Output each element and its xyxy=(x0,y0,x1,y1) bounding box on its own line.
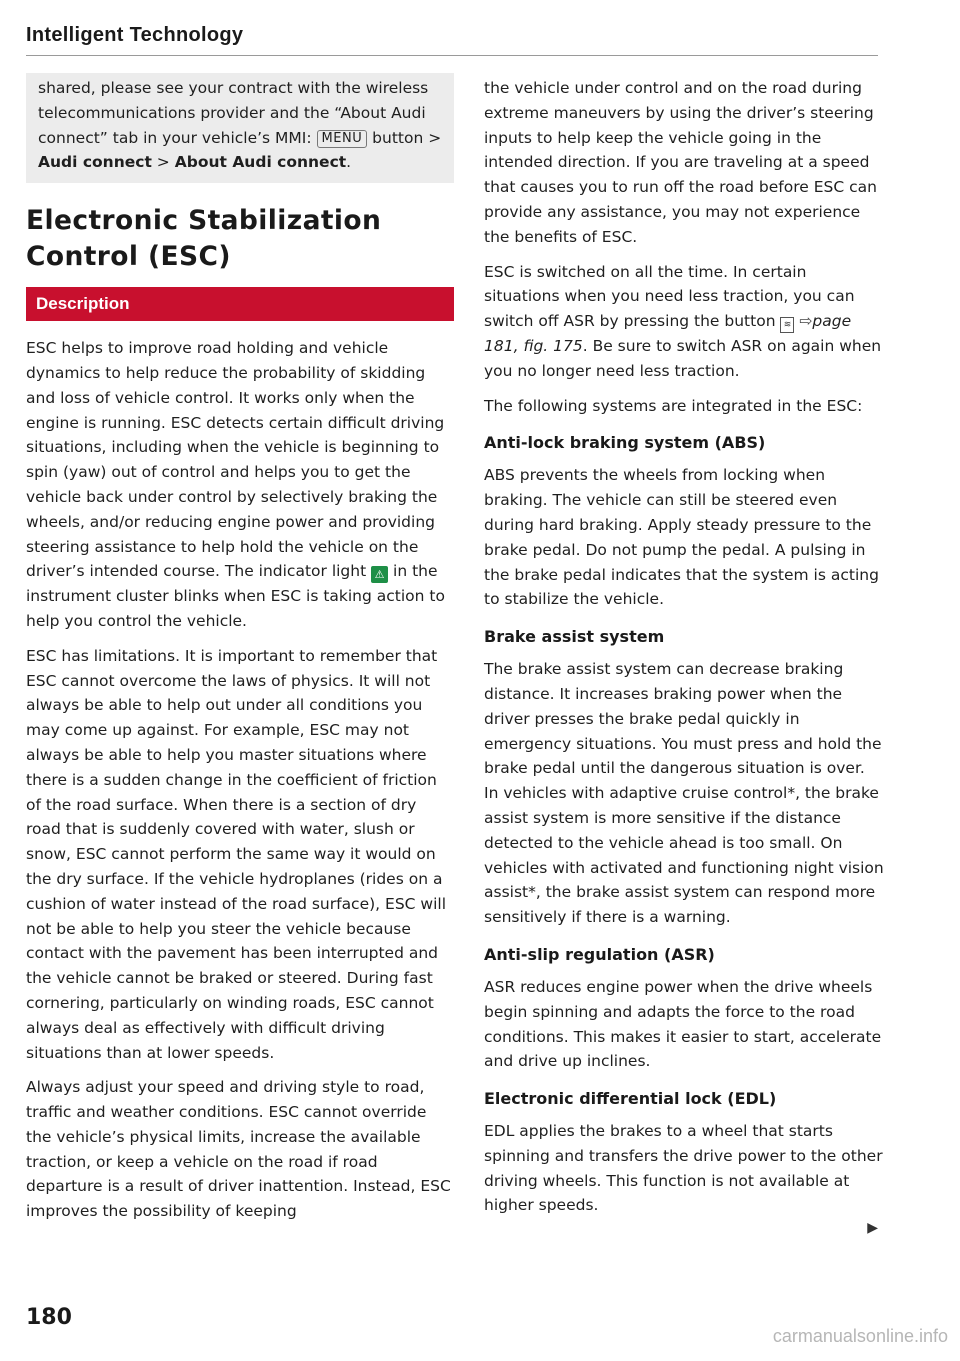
esc-button-icon: ≋ xyxy=(780,317,794,333)
section-title: Electronic Stabilization Control (ESC) xyxy=(26,205,382,273)
running-header: Intelligent Technology xyxy=(26,24,244,46)
bas-heading: Brake assist system xyxy=(484,627,665,647)
esc-paragraph-6: The following systems are integrated in the ESC: xyxy=(484,396,863,415)
page-number: 180 xyxy=(26,1305,72,1330)
page-reference-link[interactable]: page 181, fig. 175 xyxy=(484,312,852,355)
asr-text: ASR reduces engine power when the drive wheels begin spinning and adapts the force to the road conditions. This makes it easier to start, accelerate and drive up inclines. xyxy=(484,977,882,1071)
abs-text: ABS prevents the wheels from locking when braking. The vehicle can still be steered even during hard braking. Apply steady pressure to the brake pedal. Do not pump the pedal. A pulsing in the brake pedal indicates that the system is acting to stabilize the vehicle. xyxy=(484,466,879,609)
menu-path-about: About Audi connect xyxy=(174,153,347,172)
esc-indicator-icon: ⚠ xyxy=(371,566,388,583)
abs-heading: Anti-lock braking system (ABS) xyxy=(484,433,766,453)
menu-key: MENU xyxy=(317,130,368,148)
note-box xyxy=(26,73,454,183)
right-column xyxy=(484,76,884,1228)
esc-paragraph-1: ESC helps to improve road holding and vehicle dynamics to help reduce the probability of skidding and loss of vehicle control. It works only when the engine is running. ESC detects certain difficult driving situations, including when the vehicle is beginning to spin (yaw) out of control and helps you to get the vehicle back under control by selectively braking the wheels, and/or reducing engine power and providing steering assistance to help hold the vehicle on the driver’s intended course. The indicator light ⚠ in the instrument cluster blinks when ESC is taking action to help you control the vehicle. xyxy=(26,339,445,630)
esc-paragraph-4: the vehicle under control and on the road during extreme maneuvers by using the driver’s steering inputs to help keep the vehicle going in the intended direction. If you are traveling at a speed that causes you to run off the road before ESC can provide any assistance, you may not experience the benefits of ESC. xyxy=(484,79,877,246)
asr-heading: Anti-slip regulation (ASR) xyxy=(484,944,715,964)
menu-path-audi-connect: Audi connect xyxy=(38,153,152,172)
description-banner: Description xyxy=(26,287,454,321)
bas-text: The brake assist system can decrease braking distance. It increases braking power when the driver presses the brake pedal quickly in emergency situations. You must press and hold the brake pedal until the dangerous situation is over. In vehicles with adaptive cruise control*, the brake assist system is more sensitive if the distance detected to the vehicle ahead is too small. On vehicles with activated and functioning night vision assist*, the brake assist system can respond more sensitively if there is a warning. xyxy=(484,660,884,927)
esc-paragraph-5: ESC is switched on all the time. In certain situations when you need less traction, you can switch off ASR by pressing the button ≋ ⇨page 181, fig. 175. Be sure to switch ASR on again when you no longer need less traction. xyxy=(484,262,882,380)
left-column xyxy=(26,76,454,1234)
edl-text: EDL applies the brakes to a wheel that starts spinning and transfers the drive power to the other driving wheels. This function is not available at higher speeds. xyxy=(484,1122,883,1215)
watermark: carmanualsonline.info xyxy=(772,1326,948,1346)
esc-paragraph-3: Always adjust your speed and driving style to road, traffic and weather conditions. ESC cannot override the vehicle’s physical limits, increase the available traction, or keep a vehicle on the road if road departure is a result of driver inattention. Instead, ESC improves the possibility of keeping xyxy=(26,1078,451,1221)
header-rule xyxy=(26,55,878,56)
edl-heading: Electronic differential lock (EDL) xyxy=(484,1089,777,1109)
esc-paragraph-2: ESC has limitations. It is important to remember that ESC cannot overcome the laws of physics. It will not always be able to help out under all conditions you may come up against. For example, ESC may not always be able to help you master situations where there is a sudden change in the coefficient of friction of the road surface. When there is a section of dry road that is suddenly covered with water, slush or snow, ESC cannot perform the same way it would on the dry surface. If the vehicle hydroplanes (rides on a cushion of water instead of the road surface), ESC will not be able to help you steer the vehicle because contact with the pavement has been interrupted and the vehicle cannot be braked or steered. During fast cornering, particularly on winding roads, ESC cannot always deal as effectively with difficult driving situations than at lower speeds. xyxy=(26,646,446,1062)
continue-arrow-icon: ▶ xyxy=(867,1220,878,1236)
arrow-right-icon: ⇨ xyxy=(799,312,813,331)
note-text: shared, please see your contract with the wireless telecommunications provider and the “About Audi connect” tab in your vehicle’s MMI: MENU button > Audi connect > About Audi connect. xyxy=(38,79,442,172)
